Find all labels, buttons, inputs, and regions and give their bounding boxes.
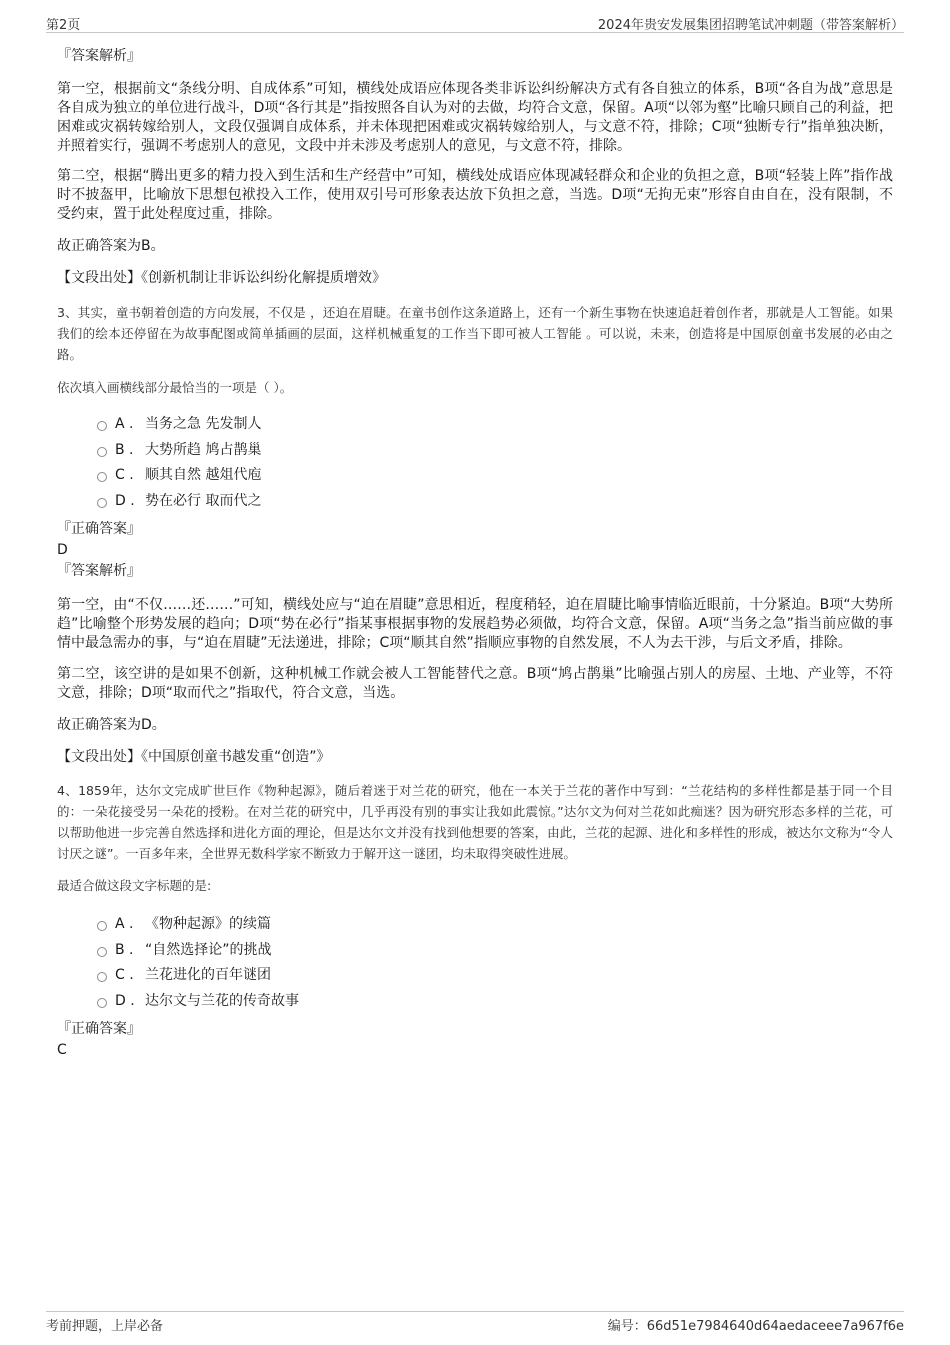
q3-option-d[interactable] bbox=[57, 489, 893, 515]
q4-option-a[interactable] bbox=[57, 912, 893, 938]
q3-analysis-paragraph-1: 第一空，由“不仅……还……”可知，横线处应与“迫在眉睫”意思相近，程度稍轻，迫在眉睫比喻事情临近眼前，十分紧迫。B项“大势所趋”比喻整个形势发展的趋向；D项“势在必行”指某事根据事物的发展趋势必须做，均符合文意，保留。A项“当务之急”指当前应做的事情中最急需办的事，与“迫在眉睫”无法递进，排除；C项“顺其自然”指顺应事物的自然发展，不人为去干涉，与后文矛盾，排除。 bbox=[57, 597, 893, 651]
radio-button-icon[interactable] bbox=[97, 421, 107, 431]
radio-button-icon[interactable] bbox=[97, 921, 107, 931]
q3-conclusion: 故正确答案为D。 bbox=[57, 717, 166, 733]
q2-analysis-paragraph-1: 第一空，根据前文“条线分明、自成体系”可知，横线处成语应体现各类非诉讼纠纷解决方式有各自独立的体系，B项“各自为战”意思是各自成为独立的单位进行战斗，D项“各行其是”指按照各自认为对的去做，均符合文意，保留。A项“以邻为壑”比喻只顾自己的利益，把困难或灾祸转嫁给别人，文段仅强调自成体系，并未体现把困难或灾祸转嫁给别人，与文意不符，排除；C项“独断专行”指单独决断，并照着实行，强调不考虑别人的意见，文段中并未涉及考虑别人的意见，与文意不符，排除。 bbox=[57, 81, 893, 154]
radio-button-icon[interactable] bbox=[97, 998, 107, 1008]
option-letter: A . bbox=[115, 416, 134, 432]
q3-answer: D bbox=[57, 542, 68, 558]
radio-button-icon[interactable] bbox=[97, 498, 107, 508]
option-text: 顺其自然 越俎代庖 bbox=[145, 467, 262, 483]
q3-option-c[interactable] bbox=[57, 463, 893, 489]
radio-button-icon[interactable] bbox=[97, 447, 107, 457]
option-letter: C . bbox=[115, 467, 134, 483]
q4-option-d[interactable] bbox=[57, 989, 893, 1015]
option-letter: B . bbox=[115, 441, 134, 458]
radio-button-icon[interactable] bbox=[97, 472, 107, 482]
option-text: “自然选择论”的挑战 bbox=[145, 941, 272, 958]
q2-analysis-paragraph-2: 第二空，根据“腾出更多的精力投入到生活和生产经营中”可知，横线处成语应体现减轻群众和企业的负担之意，B项“轻装上阵”指作战时不披盔甲，比喻放下思想包袱投入工作，使用双引号可形象表达放下负担之意，当选。D项“无拘无束”形容自由自在，没有限制，不受约束，置于此处程度过重，排除。 bbox=[57, 168, 893, 222]
radio-button-icon[interactable] bbox=[97, 972, 107, 982]
option-text: 达尔文与兰花的传奇故事 bbox=[145, 992, 299, 1009]
header-divider bbox=[46, 32, 904, 33]
q3-analysis-paragraph-2: 第二空，该空讲的是如果不创新，这种机械工作就会被人工智能替代之意。B项“鸠占鹊巢”比喻强占别人的房屋、土地、产业等，不符文意，排除；D项“取而代之”指取代，符合文意，当选。 bbox=[57, 666, 893, 701]
q3-prompt: 依次填入画横线部分最恰当的一项是（ ）。 bbox=[57, 380, 293, 395]
q4-option-c[interactable] bbox=[57, 963, 893, 989]
document-title: 2024年贵安发展集团招聘笔试冲刺题（带答案解析） bbox=[597, 18, 904, 33]
option-text: 势在必行 取而代之 bbox=[145, 492, 262, 509]
q2-source: 【文段出处】《创新机制让非诉讼纠纷化解提质增效》 bbox=[57, 270, 386, 286]
q4-options bbox=[57, 912, 893, 1014]
q4-answer-tag: 『正确答案』 bbox=[57, 1021, 141, 1037]
option-text: 兰花进化的百年谜团 bbox=[145, 967, 271, 983]
radio-button-icon[interactable] bbox=[97, 947, 107, 957]
q4-option-b[interactable] bbox=[57, 938, 893, 964]
page-header bbox=[0, 0, 950, 34]
option-letter: D . bbox=[115, 992, 135, 1009]
q4-answer: C bbox=[57, 1042, 67, 1058]
footer-slogan: 考前押题，上岸必备 bbox=[46, 1319, 164, 1334]
page-footer bbox=[0, 1305, 950, 1345]
q4-prompt: 最适合做这段文字标题的是: bbox=[57, 878, 212, 893]
option-text: 大势所趋 鸠占鹊巢 bbox=[145, 441, 262, 458]
q2-conclusion: 故正确答案为B。 bbox=[57, 238, 165, 254]
option-letter: A . bbox=[115, 916, 134, 932]
document-id: 编号：66d51e7984640d64aedaceee7a967f6e bbox=[607, 1319, 904, 1334]
option-letter: B . bbox=[115, 941, 134, 958]
q3-analysis-tag: 『答案解析』 bbox=[57, 563, 141, 579]
document-body bbox=[57, 46, 893, 1060]
q2-analysis-tag: 『答案解析』 bbox=[57, 48, 141, 64]
q3-answer-tag: 『正确答案』 bbox=[57, 521, 141, 537]
q3-option-a[interactable] bbox=[57, 412, 893, 438]
footer-divider bbox=[46, 1311, 904, 1312]
q3-option-b[interactable] bbox=[57, 438, 893, 464]
q3-stem: 3、其实，童书朝着创造的方向发展，不仅是 ，还迫在眉睫。在童书创作这条道路上，还有一个新生事物在快速追赶着创作者，那就是人工智能。如果我们的绘本还停留在为故事配图或简单插画的层面，这样机械重复的工作当下即可被人工智能 。可以说，未来，创造将是中国原创童书发展的必由之路。 bbox=[57, 305, 893, 362]
option-letter: C . bbox=[115, 967, 134, 983]
q4-stem: 4、1859年，达尔文完成旷世巨作《物种起源》，随后着迷于对兰花的研究，他在一本关于兰花的著作中写到：“兰花结构的多样性都是基于同一个目的：一朵花接受另一朵花的授粉。在对兰花的研究中，几乎再没有别的事实让我如此震惊。”达尔文为何对兰花如此痴迷？因为研究形态多样的兰花，可以帮助他进一步完善自然选择和进化方面的理论，但是达尔文并没有找到他想要的答案，由此，兰花的起源、进化和多样性的形成，被达尔文称为“令人讨厌之谜”。一百多年来，全世界无数科学家不断致力于解开这一谜团，均未取得突破性进展。 bbox=[57, 783, 893, 861]
q3-source: 【文段出处】《中国原创童书越发重“创造”》 bbox=[57, 749, 331, 765]
option-text: 《物种起源》的续篇 bbox=[145, 916, 271, 932]
option-letter: D . bbox=[115, 492, 135, 509]
q3-options bbox=[57, 412, 893, 514]
page-number: 第2页 bbox=[46, 18, 81, 33]
option-text: 当务之急 先发制人 bbox=[145, 416, 262, 432]
